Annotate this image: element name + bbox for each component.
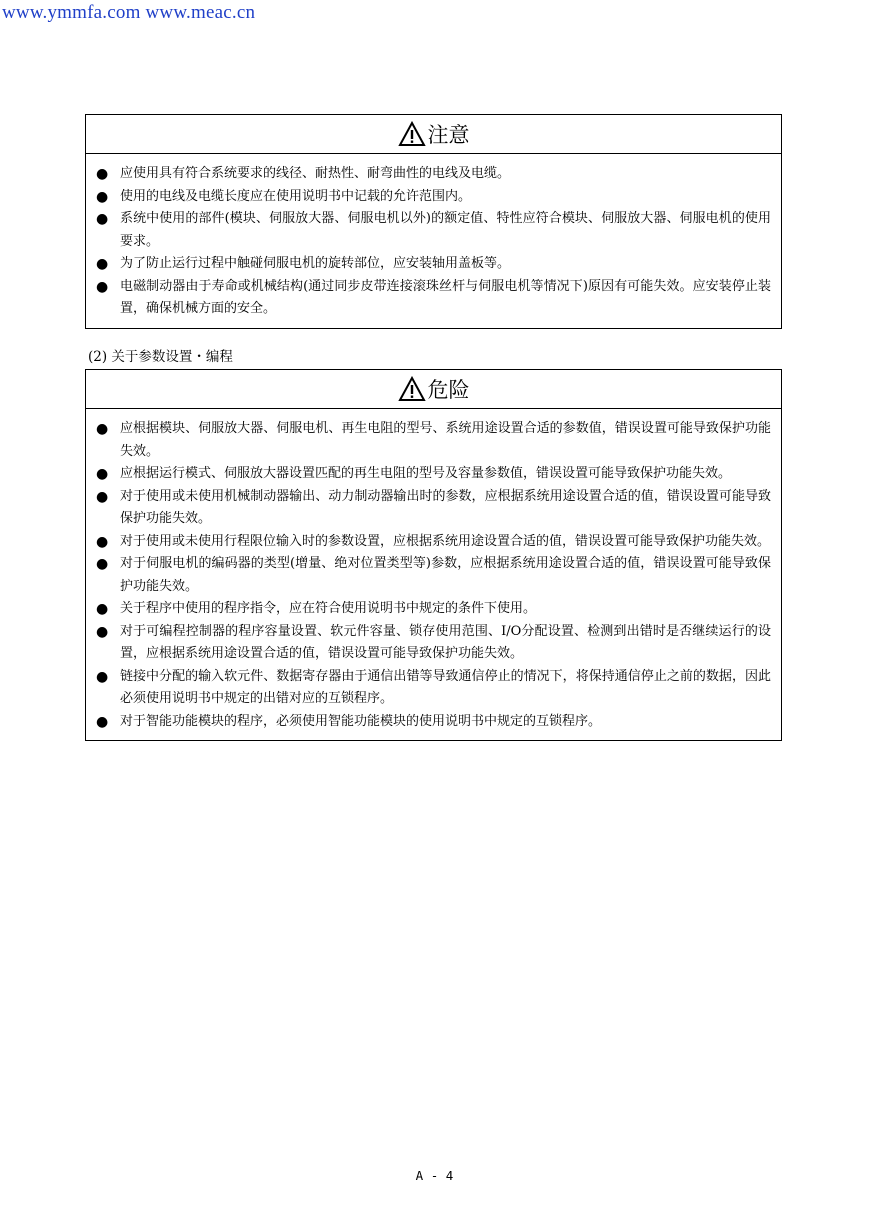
danger-item-text: 应根据运行模式、伺服放大器设置匹配的再生电阻的型号及容量参数值，错误设置可能导致保护功能失效。 xyxy=(120,466,732,481)
danger-item-text: 对于使用或未使用机械制动器输出、动力制动器输出时的参数，应根据系统用途设置合适的值，错误设置可能导致保护功能失效。 xyxy=(120,488,771,526)
caution-item-text: 电磁制动器由于寿命或机械结构(通过同步皮带连接滚珠丝杆与伺服电机等情况下)原因有可能失效。应安装停止装置，确保机械方面的安全。 xyxy=(120,278,771,316)
bullet-icon: ● xyxy=(96,188,109,205)
caution-header xyxy=(86,115,781,154)
danger-item xyxy=(96,553,771,598)
bullet-icon: ● xyxy=(96,211,109,227)
danger-header xyxy=(86,370,781,409)
caution-list xyxy=(86,154,781,328)
danger-item xyxy=(96,463,771,486)
bullet-icon: ● xyxy=(96,421,109,437)
danger-item xyxy=(96,486,771,531)
danger-item-text: 关于程序中使用的程序指令，应在符合使用说明书中规定的条件下使用。 xyxy=(120,601,537,616)
danger-item-text: 对于伺服电机的编码器的类型(增量、绝对位置类型等)参数，应根据系统用途设置合适的值，错误设置可能导致保护功能失效。 xyxy=(120,556,771,594)
danger-item xyxy=(96,598,771,621)
bullet-icon: ● xyxy=(96,533,109,550)
caution-item-text: 使用的电线及电缆长度应在使用说明书中记载的允许范围内。 xyxy=(120,188,472,204)
caution-item-text: 系统中使用的部件(模块、伺服放大器、伺服电机以外)的额定值、特性应符合模块、伺服放大器、伺服电机的使用要求。 xyxy=(120,211,771,249)
danger-item xyxy=(96,711,771,734)
caution-item xyxy=(96,276,771,321)
danger-item xyxy=(96,418,771,463)
caution-item-text: 应使用具有符合系统要求的线径、耐热性、耐弯曲性的电线及电缆。 xyxy=(120,166,511,181)
bullet-icon: ● xyxy=(96,488,109,505)
caution-item xyxy=(96,253,771,276)
bullet-icon: ● xyxy=(96,601,109,617)
danger-list xyxy=(86,409,781,740)
bullet-icon: ● xyxy=(96,668,109,685)
caution-item xyxy=(96,186,771,209)
danger-box xyxy=(85,369,782,741)
danger-item-text: 对于使用或未使用行程限位输入时的参数设置，应根据系统用途设置合适的值，错误设置可能导致保护功能失效。 xyxy=(120,533,771,549)
caution-item xyxy=(96,208,771,253)
caution-box xyxy=(85,114,782,329)
caution-item xyxy=(96,163,771,186)
danger-item-text: 对于智能功能模块的程序，必须使用智能功能模块的使用说明书中规定的互锁程序。 xyxy=(120,713,602,729)
caution-title: 注意 xyxy=(427,123,470,147)
bullet-icon: ● xyxy=(96,713,109,730)
danger-item xyxy=(96,531,771,554)
page-number: A - 4 xyxy=(415,1168,454,1183)
danger-item-text: 链接中分配的输入软元件、数据寄存器由于通信出错等导致通信停止的情况下，将保持通信停止之前的数据，因此必须使用说明书中规定的出错对应的互锁程序。 xyxy=(120,668,771,706)
danger-item-text: 对于可编程控制器的程序容量设置、软元件容量、锁存使用范围、I/O分配设置、检测到出错时是否继续运行的设置，应根据系统用途设置合适的值，错误设置可能导致保护功能失效。 xyxy=(120,623,771,661)
bullet-icon: ● xyxy=(96,623,109,640)
danger-item xyxy=(96,621,771,666)
section-heading: (2) 关于参数设置・编程 xyxy=(88,349,233,365)
bullet-icon: ● xyxy=(96,166,109,182)
warning-triangle-icon xyxy=(398,121,426,147)
bullet-icon: ● xyxy=(96,466,109,482)
watermark-link[interactable]: www.ymmfa.com www.meac.cn xyxy=(2,2,256,23)
bullet-icon: ● xyxy=(96,256,109,272)
danger-item xyxy=(96,666,771,711)
warning-triangle-icon xyxy=(398,376,426,402)
danger-item-text: 应根据模块、伺服放大器、伺服电机、再生电阻的型号、系统用途设置合适的参数值，错误设置可能导致保护功能失效。 xyxy=(120,421,771,459)
caution-item-text: 为了防止运行过程中触碰伺服电机的旋转部位，应安装轴用盖板等。 xyxy=(120,256,511,271)
bullet-icon: ● xyxy=(96,278,109,295)
danger-title: 危险 xyxy=(427,378,470,402)
bullet-icon: ● xyxy=(96,556,109,572)
